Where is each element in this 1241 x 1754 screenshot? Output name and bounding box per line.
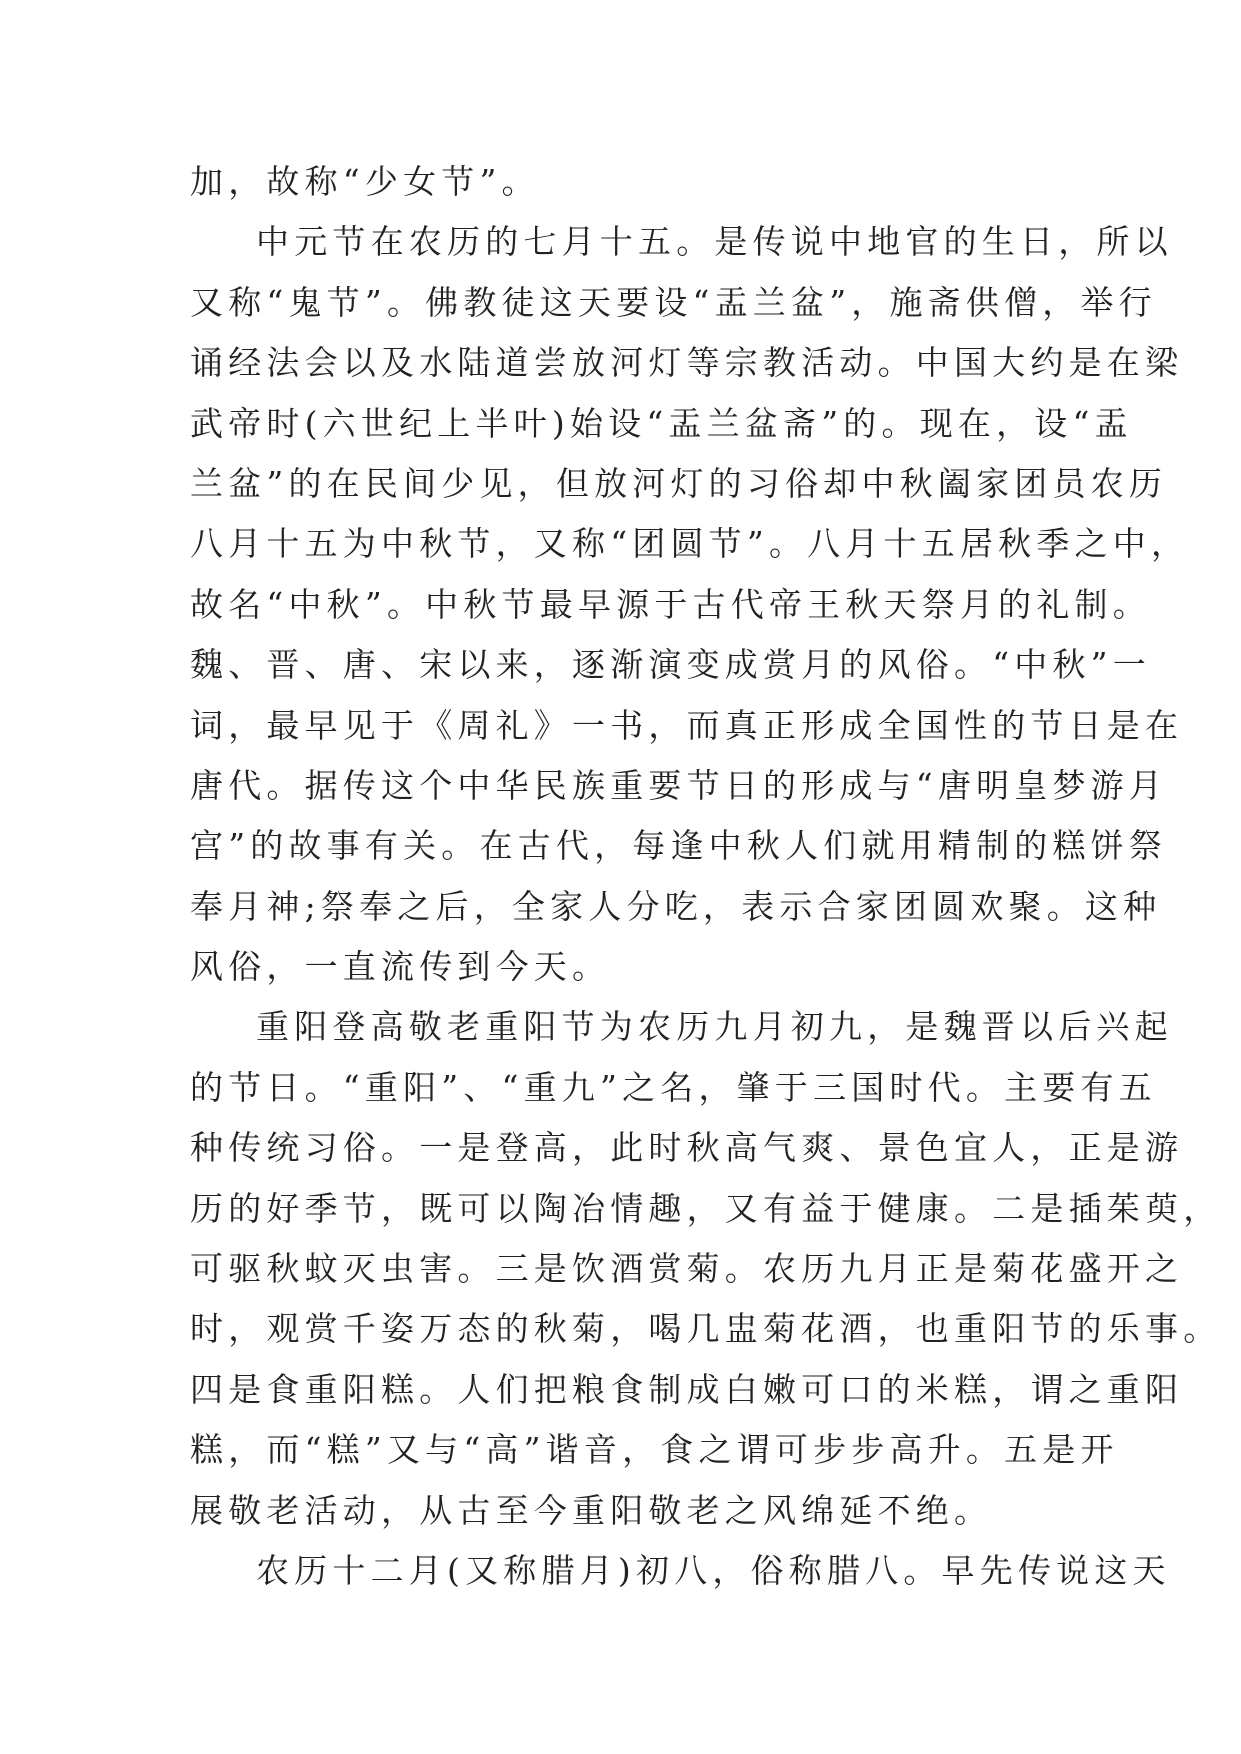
text-line: 故名“中秋”。中秋节最早源于古代帝王秋天祭月的礼制。 (190, 584, 1151, 624)
text-line: 又称“鬼节”。佛教徒这天要设“盂兰盆”，施斋供僧，举行 (190, 282, 1157, 322)
text-line: 加，故称“少女节”。 (190, 162, 540, 201)
text-line: 兰盆”的在民间少见，但放河灯的习俗却中秋阖家团员农历 (190, 463, 1168, 503)
text-line: 重阳登高敬老重阳节为农历九月初九，是魏晋以后兴起 (256, 1007, 1173, 1047)
text-line: 历的好季节，既可以陶冶情趣，又有益于健康。二是插茱萸， (190, 1188, 1222, 1228)
text-line: 诵经法会以及水陆道尝放河灯等宗教活动。中国大约是在梁 (190, 343, 1184, 383)
text-line: 可驱秋蚊灭虫害。三是饮酒赏菊。农历九月正是菊花盛开之 (190, 1249, 1184, 1289)
text-line: 武帝时(六世纪上半叶)始设“盂兰盆斋”的。现在，设“盂 (190, 403, 1133, 443)
text-line: 糕，而“糕”又与“高”谐音，食之谓可步步高升。五是开 (190, 1430, 1119, 1470)
text-line: 种传统习俗。一是登高，此时秋高气爽、景色宜人，正是游 (190, 1128, 1184, 1168)
text-line: 四是食重阳糕。人们把粮食制成白嫩可口的米糕，谓之重阳 (190, 1369, 1184, 1409)
text-line: 魏、晋、唐、宋以来，逐渐演变成赏月的风俗。“中秋”一 (190, 645, 1151, 685)
text-line: 风俗，一直流传到今天。 (190, 947, 611, 987)
text-line: 时，观赏千姿万态的秋菊，喝几盅菊花酒，也重阳节的乐事。 (190, 1309, 1222, 1349)
text-line: 中元节在农历的七月十五。是传说中地官的生日，所以 (256, 222, 1173, 262)
text-line: 词，最早见于《周礼》一书，而真正形成全国性的节日是在 (190, 705, 1184, 745)
text-line: 宫”的故事有关。在古代，每逢中秋人们就用精制的糕饼祭 (190, 826, 1168, 866)
body-text (190, 152, 1222, 1601)
text-line: 奉月神;祭奉之后，全家人分吃，表示合家团圆欢聚。这种 (190, 886, 1162, 926)
text-line: 展敬老活动，从古至今重阳敬老之风绵延不绝。 (190, 1490, 993, 1530)
text-line: 八月十五为中秋节，又称“团圆节”。八月十五居秋季之中， (190, 524, 1190, 564)
text-line: 唐代。据传这个中华民族重要节日的形成与“唐明皇梦游月 (190, 765, 1168, 805)
text-line: 农历十二月(又称腊月)初八，俗称腊八。早先传说这天 (256, 1550, 1171, 1590)
text-line: 的节日。“重阳”、“重九”之名，肇于三国时代。主要有五 (190, 1067, 1157, 1107)
